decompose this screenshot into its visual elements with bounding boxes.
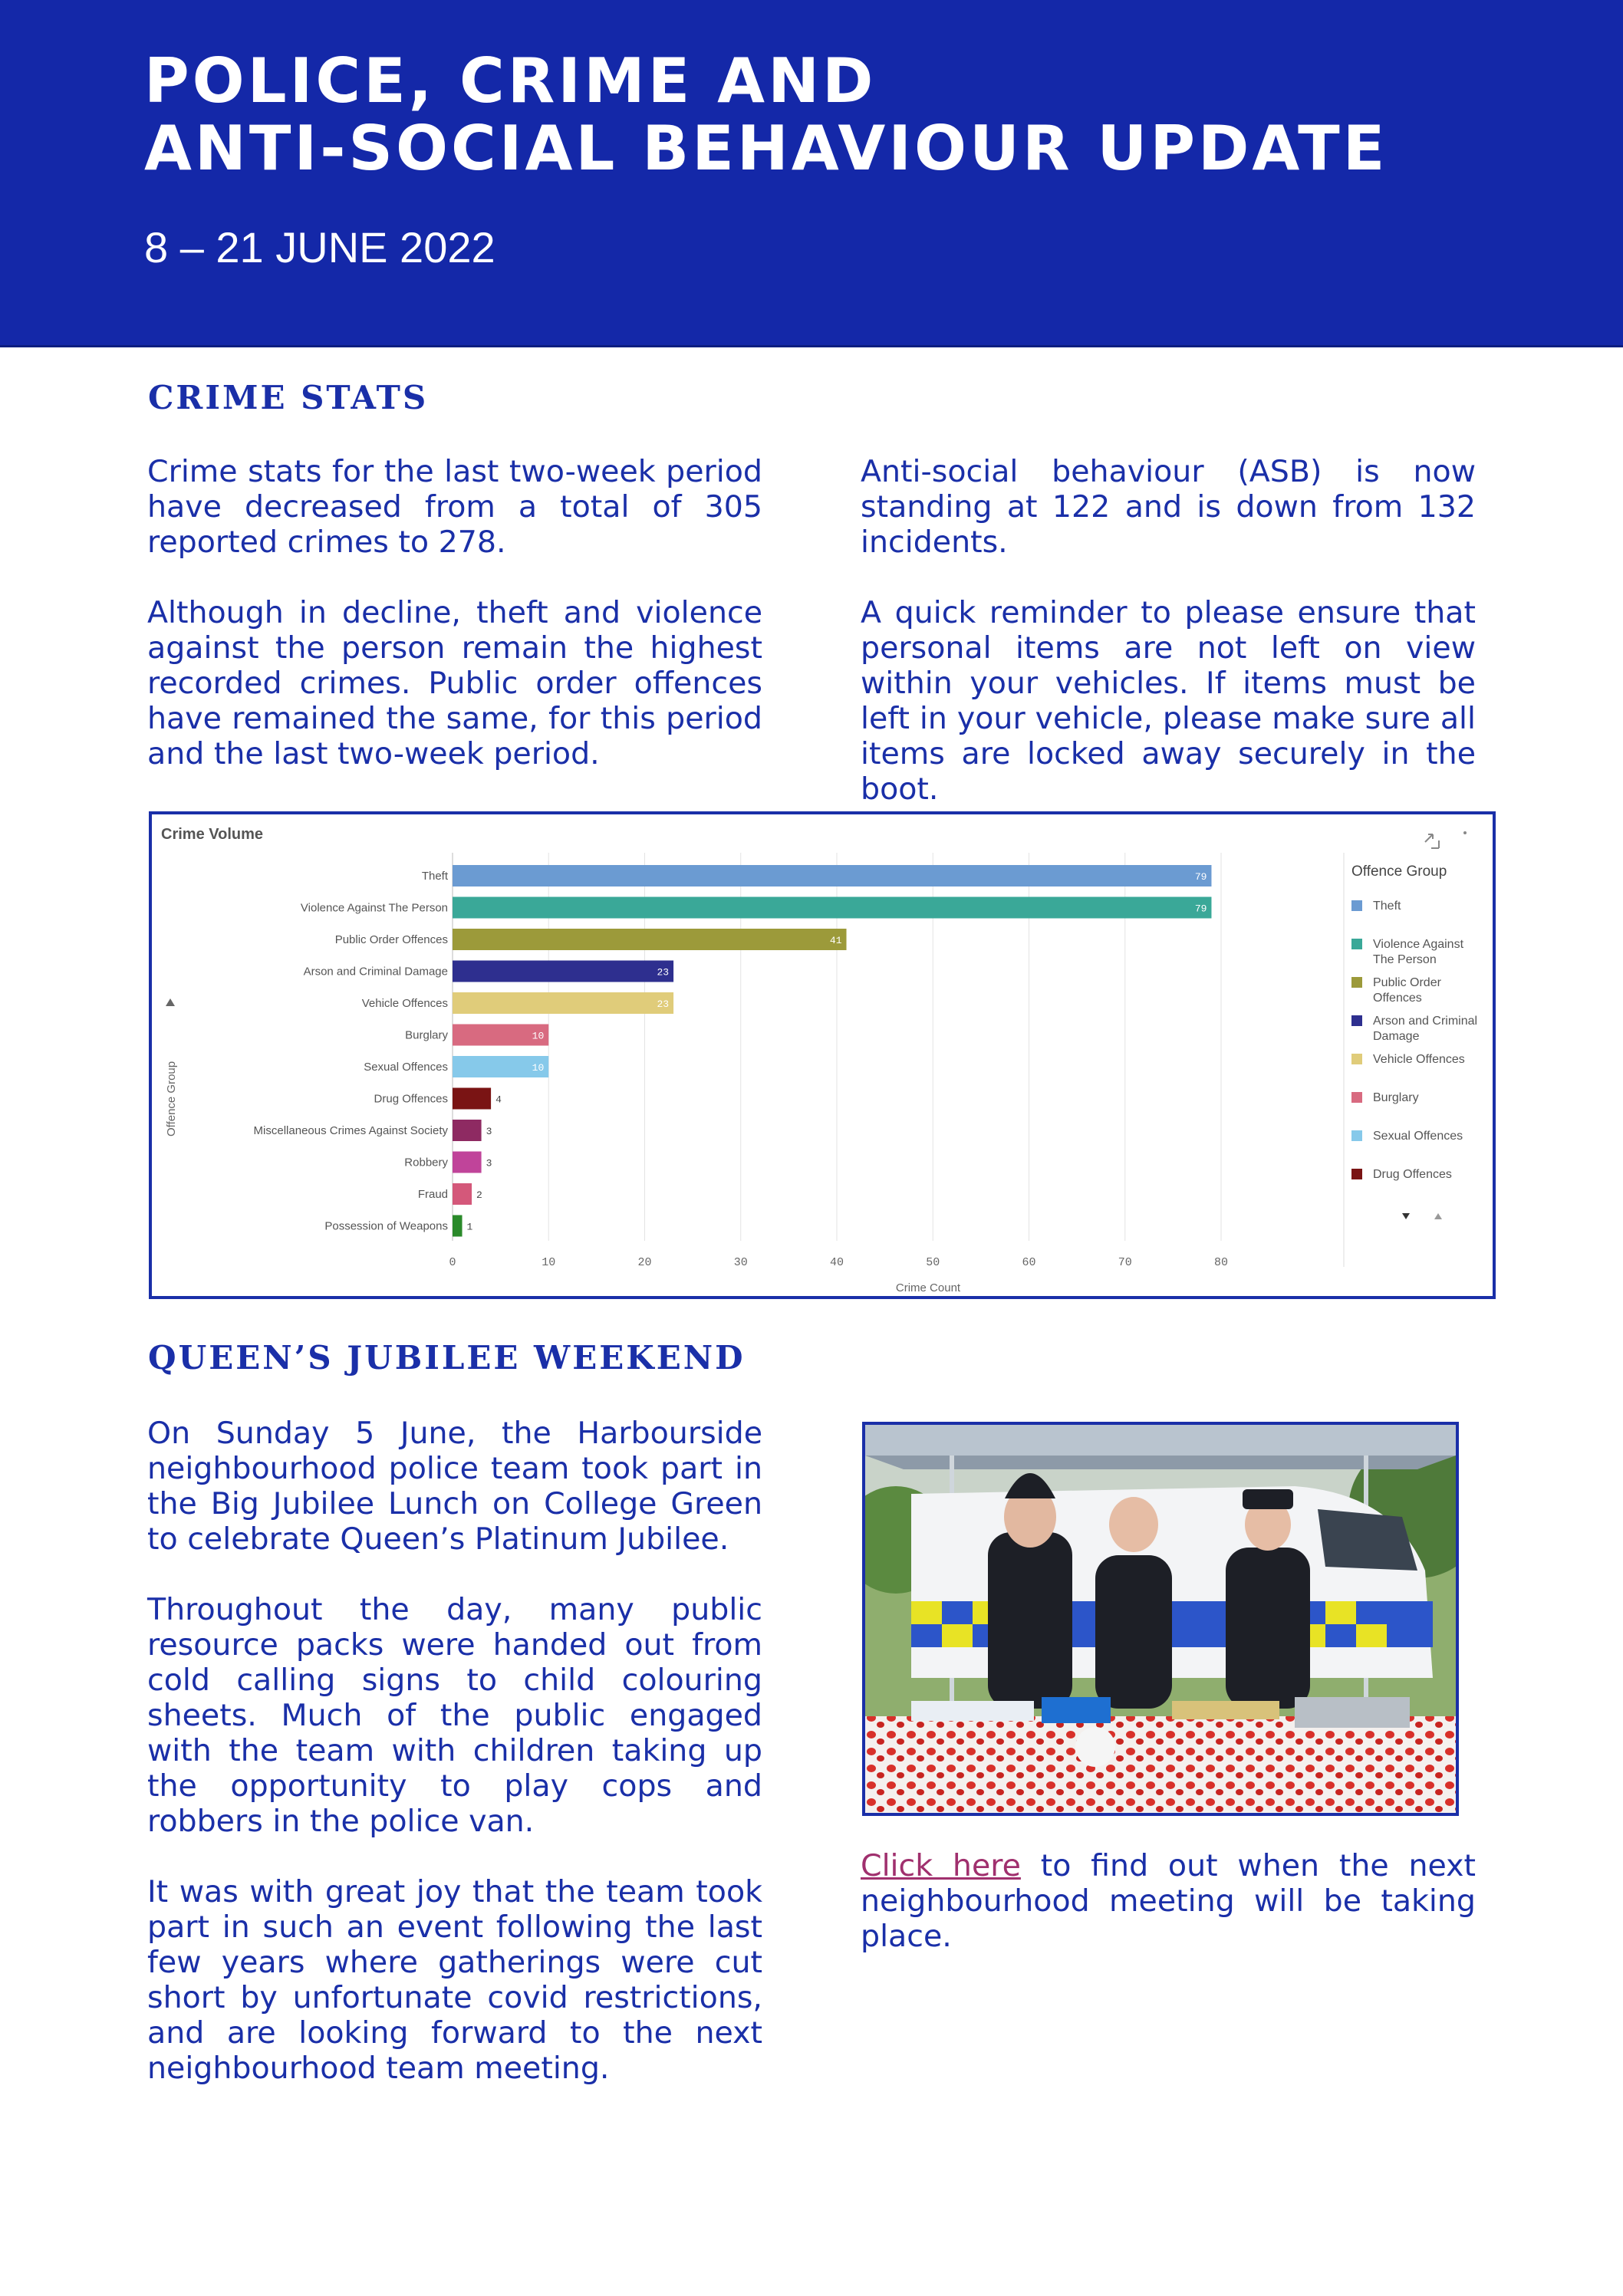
- bar[interactable]: [453, 1152, 482, 1173]
- y-tick-label: Possession of Weapons: [324, 1219, 448, 1233]
- x-tick-label: 30: [733, 1256, 748, 1269]
- data-label: 1: [466, 1221, 473, 1233]
- link-followup-text: to find out when the next neighbourhood meeting will be taking place.: [861, 1848, 1476, 1954]
- legend-swatch: [1351, 1054, 1362, 1064]
- expand-icon[interactable]: [1425, 834, 1439, 848]
- bar[interactable]: [453, 1215, 463, 1237]
- paragraph: Crime stats for the last two-week period have decreased from a total of 305 reported crimes to 278.: [147, 454, 762, 560]
- photo-illustration: [865, 1425, 1456, 1813]
- paragraph: A quick reminder to please ensure that personal items are not left on view within your vehicles. If items must be left in your vehicle, please make sure all items are locked away securely in the boot.: [861, 595, 1476, 807]
- axis-toggle-icon[interactable]: [166, 998, 175, 1006]
- y-tick-label: Arson and Criminal Damage: [303, 965, 448, 979]
- legend-label: Public Order Offences: [1373, 976, 1441, 1005]
- x-tick-label: 60: [1022, 1256, 1036, 1269]
- crime-stats-heading: CRIME STATS: [148, 379, 429, 416]
- y-tick-label: Violence Against The Person: [300, 901, 448, 915]
- data-label: 79: [1194, 871, 1207, 883]
- more-icon[interactable]: [1463, 831, 1467, 834]
- legend-scroll-up-icon[interactable]: [1434, 1213, 1442, 1219]
- bar[interactable]: [453, 1183, 472, 1205]
- legend-label: Sexual Offences: [1373, 1130, 1463, 1143]
- paragraph: It was with great joy that the team took part in such an event following the last few years where gatherings were cut short by unfortunate covid restrictions, and are looking forward to the next neighbourhood team meeting.: [147, 1874, 762, 2086]
- y-tick-label: Sexual Offences: [364, 1061, 448, 1074]
- page-title: [144, 45, 1388, 184]
- x-tick-label: 50: [926, 1256, 940, 1269]
- data-label: 3: [486, 1157, 492, 1169]
- data-label: 23: [657, 966, 670, 979]
- x-tick-label: 40: [829, 1256, 844, 1269]
- y-tick-label: Miscellaneous Crimes Against Society: [253, 1124, 448, 1137]
- x-tick-label: 10: [542, 1256, 556, 1269]
- legend-swatch: [1351, 939, 1362, 949]
- data-label: 4: [495, 1094, 502, 1106]
- bar[interactable]: [453, 929, 847, 950]
- jubilee-photo: [862, 1422, 1459, 1816]
- crime-stats-left-column: [147, 454, 762, 807]
- chart-title: Crime Volume: [161, 826, 263, 843]
- legend-swatch: [1351, 1169, 1362, 1179]
- paragraph: Anti-social behaviour (ASB) is now standing at 122 and is down from 132 incidents.: [861, 454, 1476, 560]
- chart-legend: [1351, 900, 1477, 1181]
- meeting-link-paragraph: [861, 1848, 1476, 1989]
- bar[interactable]: [453, 961, 673, 982]
- legend-label: Arson and Criminal Damage: [1373, 1015, 1478, 1043]
- y-tick-label: Theft: [421, 870, 448, 883]
- data-label: 10: [532, 1030, 545, 1042]
- y-tick-label: Fraud: [417, 1188, 448, 1201]
- crime-stats-right-column: [861, 454, 1476, 842]
- chart-ticks: [449, 1256, 1228, 1269]
- legend-swatch: [1351, 1015, 1362, 1026]
- y-tick-label: Vehicle Offences: [361, 997, 448, 1010]
- paragraph: Although in decline, theft and violence against the person remain the highest recorded crimes. Public order offences have remained the same, for this period and the last two-week period.: [147, 595, 762, 771]
- bar[interactable]: [453, 897, 1211, 919]
- legend-label: Theft: [1373, 900, 1401, 913]
- data-label: 2: [476, 1189, 482, 1201]
- y-tick-label: Public Order Offences: [334, 933, 448, 946]
- y-tick-label: Drug Offences: [374, 1092, 448, 1106]
- legend-label: Drug Offences: [1373, 1168, 1452, 1181]
- paragraph: Throughout the day, many public resource packs were handed out from cold calling signs to child colouring sheets. Much of the public engaged with the team with children taking up the opportunity to play cops and robbers in the police van.: [147, 1592, 762, 1839]
- bar[interactable]: [453, 992, 673, 1014]
- jubilee-heading: QUEEN’S JUBILEE WEEKEND: [148, 1339, 746, 1377]
- legend-label: Vehicle Offences: [1373, 1053, 1465, 1066]
- crime-volume-chart: [149, 811, 1496, 1299]
- data-label: 10: [532, 1062, 545, 1074]
- y-tick-label: Burglary: [405, 1028, 448, 1042]
- y-axis-label: Offence Group: [165, 1061, 178, 1136]
- data-label: 3: [486, 1126, 492, 1137]
- x-tick-label: 0: [449, 1256, 456, 1269]
- title-line-2: ANTI-SOCIAL BEHAVIOUR UPDATE: [144, 113, 1388, 184]
- x-tick-label: 20: [637, 1256, 652, 1269]
- x-axis-label: Crime Count: [895, 1281, 961, 1294]
- click-here-link[interactable]: Click here: [861, 1848, 1021, 1883]
- x-tick-label: 80: [1213, 1256, 1229, 1269]
- legend-swatch: [1351, 900, 1362, 911]
- chart-bars: [254, 865, 1212, 1237]
- legend-swatch: [1351, 1092, 1362, 1103]
- bar[interactable]: [453, 1088, 491, 1110]
- x-tick-label: 70: [1118, 1256, 1132, 1269]
- data-label: 41: [829, 935, 842, 946]
- data-label: 79: [1194, 903, 1207, 915]
- legend-label: Burglary: [1373, 1091, 1419, 1104]
- data-label: 23: [657, 998, 670, 1010]
- jubilee-left-column: [147, 1416, 762, 2121]
- legend-scroll-down-icon[interactable]: [1402, 1213, 1410, 1219]
- legend-swatch: [1351, 977, 1362, 988]
- bar[interactable]: [453, 865, 1211, 886]
- bar[interactable]: [453, 1120, 482, 1141]
- y-axis-label-group: [165, 1061, 178, 1136]
- legend-label: Violence Against The Person: [1373, 938, 1464, 966]
- date-range: 8 – 21 JUNE 2022: [144, 223, 495, 271]
- y-tick-label: Robbery: [404, 1156, 448, 1169]
- chart-canvas: [152, 814, 1493, 1296]
- paragraph: On Sunday 5 June, the Harbourside neighbourhood police team took part in the Big Jubilee Lunch on College Green to celebrate Queen’s Platinum Jubilee.: [147, 1416, 762, 1557]
- title-line-1: POLICE, CRIME AND: [144, 45, 877, 117]
- header-banner: [0, 0, 1623, 347]
- legend-swatch: [1351, 1130, 1362, 1141]
- legend-title: Offence Group: [1351, 863, 1447, 880]
